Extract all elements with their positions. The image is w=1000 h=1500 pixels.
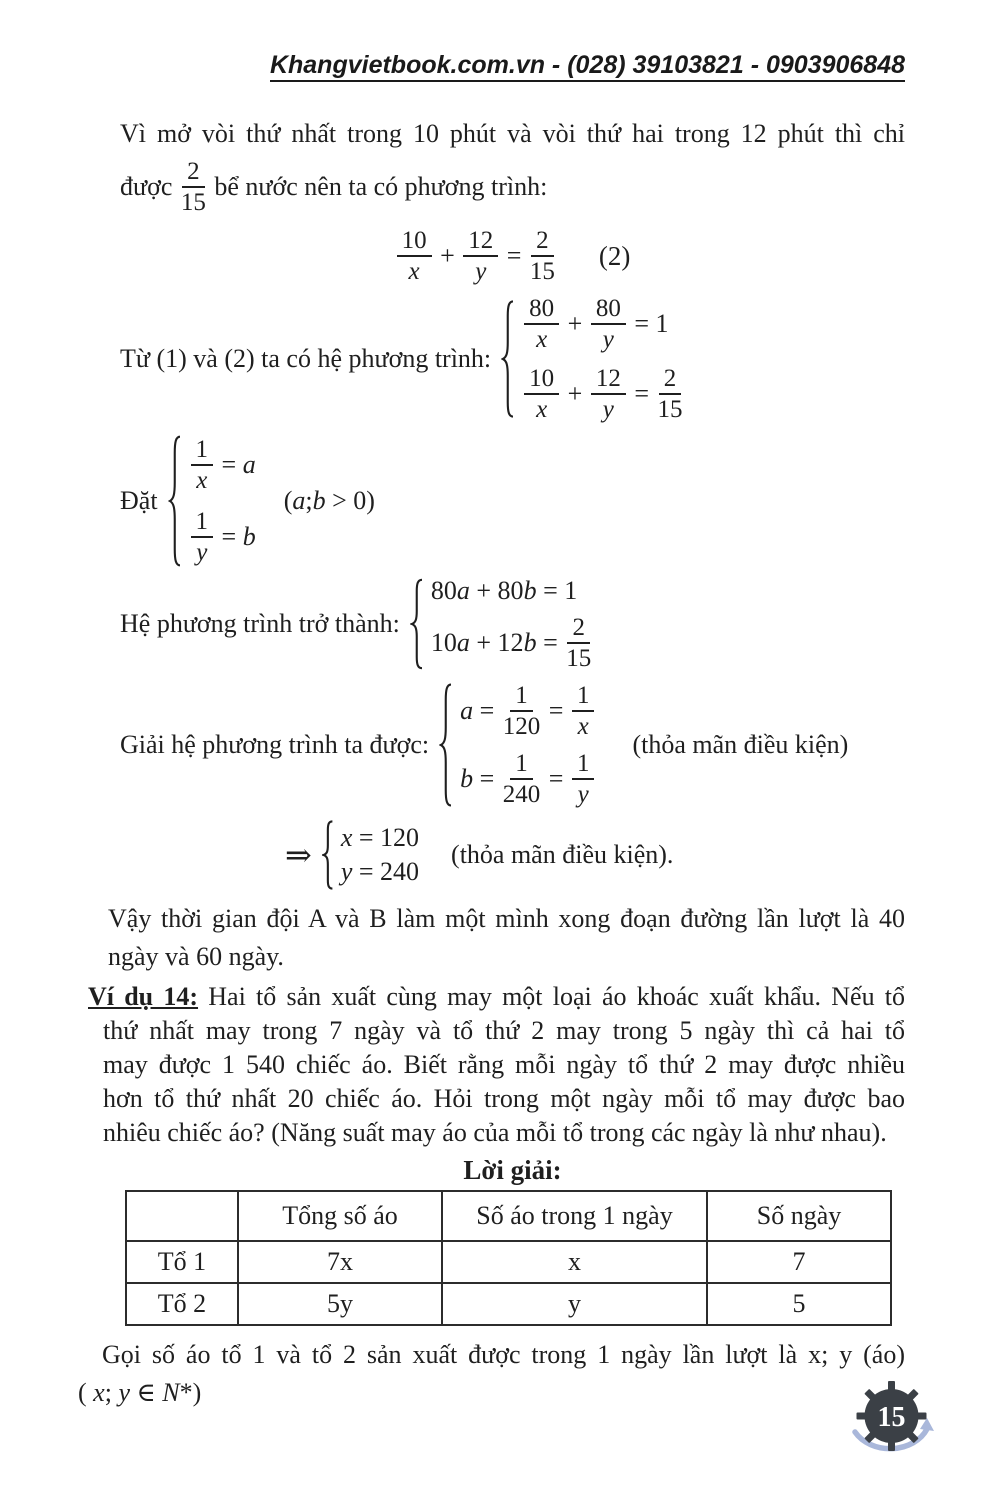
table-cell: 7 — [707, 1241, 891, 1283]
math-text: = — [473, 764, 501, 794]
system-row — [522, 295, 684, 353]
system-rows — [431, 576, 593, 672]
solution-heading: Lời giải: — [463, 1155, 562, 1185]
math-text: y — [118, 1378, 130, 1407]
left-brace-icon — [501, 299, 516, 419]
math-text: a — [242, 450, 256, 480]
implies-arrow: ⇒ — [285, 836, 312, 874]
math-text: a — [292, 486, 306, 516]
fraction: $\frac{10}{x}$ — [524, 365, 559, 423]
example-14-paragraph — [88, 980, 906, 1150]
math-text: = 120 — [352, 823, 420, 853]
system-row — [522, 365, 684, 423]
system-rows — [341, 823, 419, 887]
math-text: *) — [179, 1378, 202, 1407]
table-cell: x — [442, 1241, 707, 1283]
math-text: a — [456, 627, 470, 657]
left-brace-icon — [410, 578, 425, 670]
example-14-line-3: may được 1 540 chiếc áo. Biết rằng mỗi ngày tổ thứ 2 may được nhiều — [103, 1050, 905, 1079]
solved-system-block — [120, 680, 905, 810]
system-row — [189, 508, 256, 566]
math-text: = — [542, 764, 570, 794]
left-brace-icon — [168, 434, 183, 568]
final-line-1: Gọi số áo tổ 1 và tổ 2 sản xuất được trong 1 ngày lần lượt là x; y (áo) — [102, 1340, 905, 1369]
left-brace-icon — [322, 820, 335, 890]
math-text: N — [162, 1378, 180, 1407]
math-text: a — [460, 696, 474, 726]
fraction: $\frac{12}{y}$ — [591, 365, 626, 423]
fraction: $\frac{80}{y}$ — [591, 295, 626, 353]
example-14-line-4: hơn tổ thứ nhất 20 chiếc áo. Hỏi trong một ngày mỗi tổ may được bao — [103, 1084, 905, 1113]
solution-table — [125, 1190, 892, 1326]
math-text: + — [561, 379, 589, 409]
example-14-line-2: thứ nhất may trong 7 ngày và tổ thứ 2 may trong 5 ngày thì cả hai tổ — [103, 1016, 905, 1045]
math-text: = 1 — [536, 576, 578, 606]
fraction: $\frac{2}{15}$ — [180, 158, 206, 216]
math-text: = — [627, 379, 656, 409]
fraction: $\frac{12}{y}$ — [463, 227, 498, 285]
intro-paragraph-line-2 — [120, 156, 905, 218]
fraction: $\frac{2}{15}$ — [529, 227, 555, 285]
math-text: + — [561, 309, 589, 339]
math-text: = — [473, 696, 501, 726]
table-cell: 5 — [707, 1283, 891, 1325]
math-text: a — [456, 576, 470, 606]
math-text: b — [523, 627, 537, 657]
table-header-cell: Tổng số áo — [238, 1191, 442, 1241]
math-text: ∈ — [130, 1378, 163, 1407]
system-row — [431, 576, 593, 606]
fraction: $\frac{1}{240}$ — [502, 750, 541, 808]
example-14-text: Hai tổ sản xuất cùng may một loại áo khoác xuất khẩu. Nếu tổ — [208, 982, 906, 1011]
system-rows — [460, 682, 596, 808]
math-text: ; — [104, 1378, 119, 1407]
conclusion-paragraph — [108, 900, 905, 976]
equation-2-block — [120, 220, 905, 292]
example-14-line-5: nhiêu chiếc áo? (Năng suất may áo của mỗi tổ trong các ngày là như nhau). — [103, 1118, 887, 1147]
math-text: ( — [78, 1378, 94, 1407]
math-text: bể nước nên ta có phương trình: — [207, 172, 548, 201]
running-header — [120, 0, 905, 88]
table-header-cell — [126, 1191, 238, 1241]
system-row — [341, 823, 419, 853]
fraction: $\frac{1}{y}$ — [191, 508, 214, 566]
table-row — [126, 1241, 891, 1283]
math-text: + — [433, 241, 462, 271]
final-line-2 — [78, 1374, 905, 1412]
system-rows — [522, 295, 684, 423]
math-text: b — [523, 576, 537, 606]
table-row — [126, 1283, 891, 1325]
conclusion-line-2: ngày và 60 ngày. — [108, 942, 284, 971]
system-from-1-2-intro: Từ (1) và (2) ta có hệ phương trình: — [120, 344, 492, 373]
table-header-cell: Số áo trong 1 ngày — [442, 1191, 707, 1241]
fraction: $\frac{1}{y}$ — [572, 750, 595, 808]
condition-note: (thỏa mãn điều kiện) — [632, 730, 849, 759]
math-text: b — [460, 764, 474, 794]
page-number: 15 — [877, 1402, 906, 1433]
example-14-line-1 — [88, 980, 905, 1014]
table-cell: 5y — [238, 1283, 442, 1325]
math-text: > 0) — [325, 486, 375, 516]
math-text: b — [312, 486, 326, 516]
math-text: 80 — [430, 576, 457, 606]
table-cell: Tổ 2 — [126, 1283, 238, 1325]
math-text: = 240 — [352, 857, 420, 886]
left-brace-icon — [439, 682, 454, 808]
transformed-system-block — [120, 576, 905, 672]
substitution-condition — [284, 486, 375, 516]
equation-2-label: (2) — [598, 240, 631, 271]
fraction: $\frac{2}{15}$ — [566, 613, 592, 672]
conclusion-line-1: Vậy thời gian đội A và B làm một mình xong đoạn đường lần lượt là 40 — [108, 904, 905, 933]
intro-paragraph-line-1: Vì mở vòi thứ nhất trong 10 phút và vòi thứ hai trong 12 phút thì chỉ — [120, 119, 905, 148]
math-text: ( — [283, 486, 293, 516]
fraction: $\frac{10}{x}$ — [397, 227, 432, 285]
fraction: $\frac{1}{x}$ — [191, 436, 214, 494]
substitution-block — [120, 432, 905, 570]
system-row — [189, 436, 256, 494]
math-text: x — [93, 1378, 105, 1407]
header-website-phone: Khangvietbook.com.vn - (028) 39103821 - 0903906848 — [270, 51, 905, 82]
math-text: + 12 — [469, 627, 524, 657]
system-from-1-2-block — [120, 296, 905, 422]
math-text: y — [340, 857, 353, 886]
fraction: $\frac{1}{120}$ — [502, 682, 541, 740]
system-row — [431, 614, 593, 672]
math-text: + 80 — [469, 576, 524, 606]
math-text: = — [215, 522, 243, 552]
arc-arrowhead-icon — [920, 1418, 934, 1431]
math-text: = — [500, 241, 528, 271]
substitution-label: Đặt — [120, 486, 158, 515]
final-paragraph — [78, 1336, 905, 1412]
math-text: 10 — [430, 627, 457, 657]
system-row — [460, 682, 596, 740]
solved-system-intro: Giải hệ phương trình ta được: — [120, 730, 430, 759]
math-text: = — [536, 627, 565, 657]
table-cell: Tổ 1 — [126, 1241, 238, 1283]
math-text: x — [340, 823, 353, 853]
example-14-label: Ví dụ 14: — [88, 982, 199, 1011]
page-number-badge — [843, 1375, 943, 1475]
table-cell: 7x — [238, 1241, 442, 1283]
table-cell: y — [442, 1283, 707, 1325]
math-text: = 1 — [627, 309, 669, 339]
equation-2 — [395, 227, 557, 285]
system-rows — [189, 436, 256, 566]
condition-note: (thỏa mãn điều kiện). — [451, 840, 674, 869]
math-text: b — [242, 522, 256, 552]
system-row — [460, 750, 596, 808]
math-text: được — [120, 172, 179, 201]
math-text: = — [542, 696, 570, 726]
math-text: = — [215, 450, 243, 480]
fraction: $\frac{80}{x}$ — [524, 295, 559, 353]
transformed-system-intro: Hệ phương trình trở thành: — [120, 609, 400, 638]
fraction: $\frac{1}{x}$ — [572, 682, 595, 740]
implies-result-block — [285, 818, 905, 892]
math-text: ; — [305, 486, 313, 516]
table-header-cell: Số ngày — [707, 1191, 891, 1241]
fraction: $\frac{2}{15}$ — [657, 365, 683, 423]
table-header-row — [126, 1191, 891, 1241]
system-row — [341, 857, 419, 887]
